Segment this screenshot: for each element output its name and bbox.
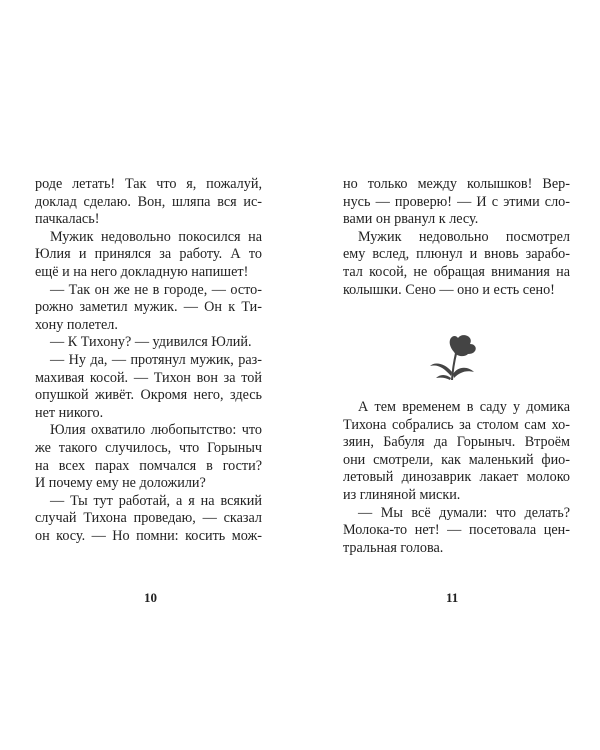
text-line: Молока-то нет! — посетовала цен- [343, 522, 570, 539]
text-line: доклад сделаю. Вон, шляпа вся ис- [35, 193, 262, 210]
text-line: нет никого. [35, 404, 104, 421]
text-line: нусь — проверю! — И с этими сло- [343, 193, 570, 210]
text-line: летовый динозаврик лакает молоко [343, 469, 570, 486]
text-line: рожно заметил мужик. — Он к Ти- [35, 299, 262, 316]
text-line: же такого случилось, что Горыныч [35, 439, 262, 456]
plant-ornament-icon [424, 332, 480, 387]
text-line: опушкой живёт. Окромя него, здесь [35, 387, 262, 404]
text-line: пачкалась! [35, 211, 100, 228]
text-line: на всех парах помчался в гости? [35, 457, 262, 474]
text-line: но только между колышков! Вер- [343, 176, 570, 192]
text-line: он косу. — Но помни: косить мож- [35, 527, 262, 544]
text-line: — Так он же не в городе, — осто- [50, 281, 262, 298]
text-line: вами он рванул к лесу. [343, 211, 479, 228]
text-line: тал косой, не обращая внимания на [343, 263, 570, 280]
text-line: зяин, Бабуля да Горыныч. Втроём [343, 434, 570, 451]
text-line: — К Тихону? — удивился Юлий. [50, 334, 252, 351]
page-number-right: 11 [446, 590, 459, 605]
text-line: ему вслед, плюнул и вновь зарабо- [343, 246, 570, 263]
text-line: Юлия и принялся за работу. А то [35, 246, 262, 263]
text-line: хону полетел. [35, 316, 118, 333]
text-line: колышки. Сено — оно и есть сено! [343, 281, 555, 298]
text-line: — Ну да, — протянул мужик, раз- [50, 351, 262, 368]
text-line: — Мы всё думали: что делать? [358, 504, 570, 521]
right-page-text-bottom [343, 399, 570, 557]
text-line: из глиняной миски. [343, 486, 461, 503]
text-line: Юлия охватило любопытство: что [50, 422, 262, 439]
text-line: — Ты тут работай, а я на всякий [50, 492, 262, 509]
text-line: махивая косой. — Тихон вон за той [35, 369, 262, 386]
text-line: Мужик недовольно посмотрел [358, 228, 570, 245]
text-line: Тихона собрались за столом сам хо- [343, 416, 570, 433]
text-line: Мужик недовольно покосился на [50, 228, 262, 245]
text-line: И почему ему не доложили? [35, 475, 206, 492]
text-line: роде летать! Так что я, пожалуй, [35, 176, 262, 192]
text-line: А тем временем в саду у домика [358, 399, 570, 415]
left-page-text [35, 176, 262, 545]
right-page-text-top [343, 176, 570, 299]
text-line: они смотрели, как маленький фио- [343, 451, 570, 468]
text-line: случай Тихона проведаю, — сказал [35, 510, 262, 527]
text-line: ещё и на него докладную напишет! [35, 263, 249, 280]
page-number-left: 10 [144, 590, 157, 605]
text-line: тральная голова. [343, 539, 444, 556]
